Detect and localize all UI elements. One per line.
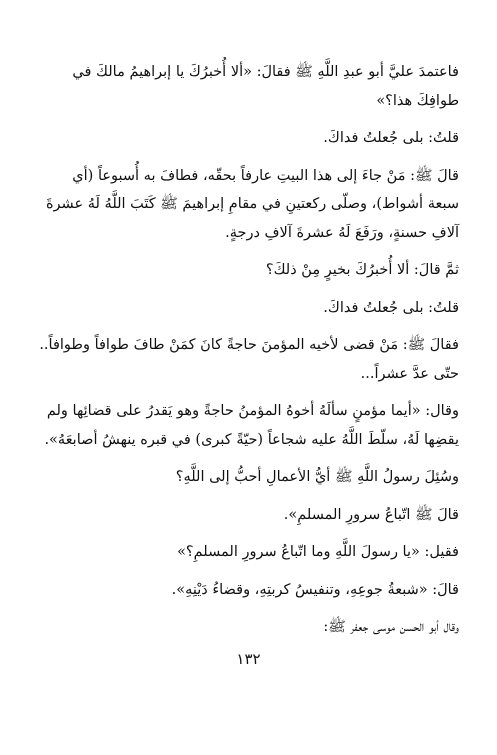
paragraph-11: قالَ: «شبعةُ جوعِهِ، وتنفيسُ كربتِهِ، وقضاءُ دَيْنِهِ». (171, 581, 459, 598)
paragraph-4: ثمَّ قالَ: ألا أُخبرُكَ بخيرٍ مِنْ ذلكَ؟ (265, 262, 459, 278)
paragraph-7: وقال: «أيما مؤمنٍ سألَهُ أخوهُ المؤمنُ حاجةً وهو يَقدرُ على قضائِها ولم يقضِها لَهُ، سلّطَ اللَّهُ عليه شجاعاً (حيّةً كبرى) في قبره ينهشُ أصابعَهُ». (44, 403, 459, 448)
paragraph-8: وسُئِلَ رسولُ اللَّهِ ﷺ أيُّ الأعمالِ أحبُّ إلى اللَّهِ؟ (175, 469, 459, 485)
paragraph-3: قالَ ﷺ: مَنْ جاءَ إلى هذا البيتِ عارفاً بحقّه، فطافَ به أُسبوعاً (أي سبعة أشواط)، وصلّى ركعتينِ في مقامِ إبراهيمَ ﷺ كَتَبَ اللَّهُ لَهُ عشرةَ آلافِ حسنةٍ، ورَفَعَ لَهُ عشرةَ آلافِ درجةٍ. (45, 167, 459, 241)
paragraph-1: فاعتمدَ عليَّ أبو عبدِ اللَّهِ ﷺ فقالَ: «ألا أُخبرُكَ يا إبراهيمُ مالكَ في طوافِكَ هذا؟» (72, 64, 459, 109)
paragraph-5: قلتُ: بلى جُعلتُ فداكَ. (323, 299, 459, 316)
paragraph-6: فقالَ ﷺ: مَنْ قضى لأخيه المؤمنَ حاجةً كانَ كمَنْ طافَ طوافاً وطوافاً.. حتّى عدَّ عشراً... (39, 337, 459, 382)
paragraph-9: قالَ ﷺ اتّباعُ سرورِ المسلمِ». (283, 506, 459, 523)
paragraph-10: فقيل: «يا رسولَ اللَّهِ وما اتّباعُ سرورِ المسلمِ؟» (177, 544, 459, 560)
page-body (38, 58, 459, 651)
page-number: ١٣٢ (236, 650, 261, 668)
paragraph-12: وقال أبو الحسن موسى جعفر ﷺ: (323, 619, 459, 635)
paragraph-2: قلتُ: بلى جُعلتُ فداكَ. (323, 130, 459, 146)
